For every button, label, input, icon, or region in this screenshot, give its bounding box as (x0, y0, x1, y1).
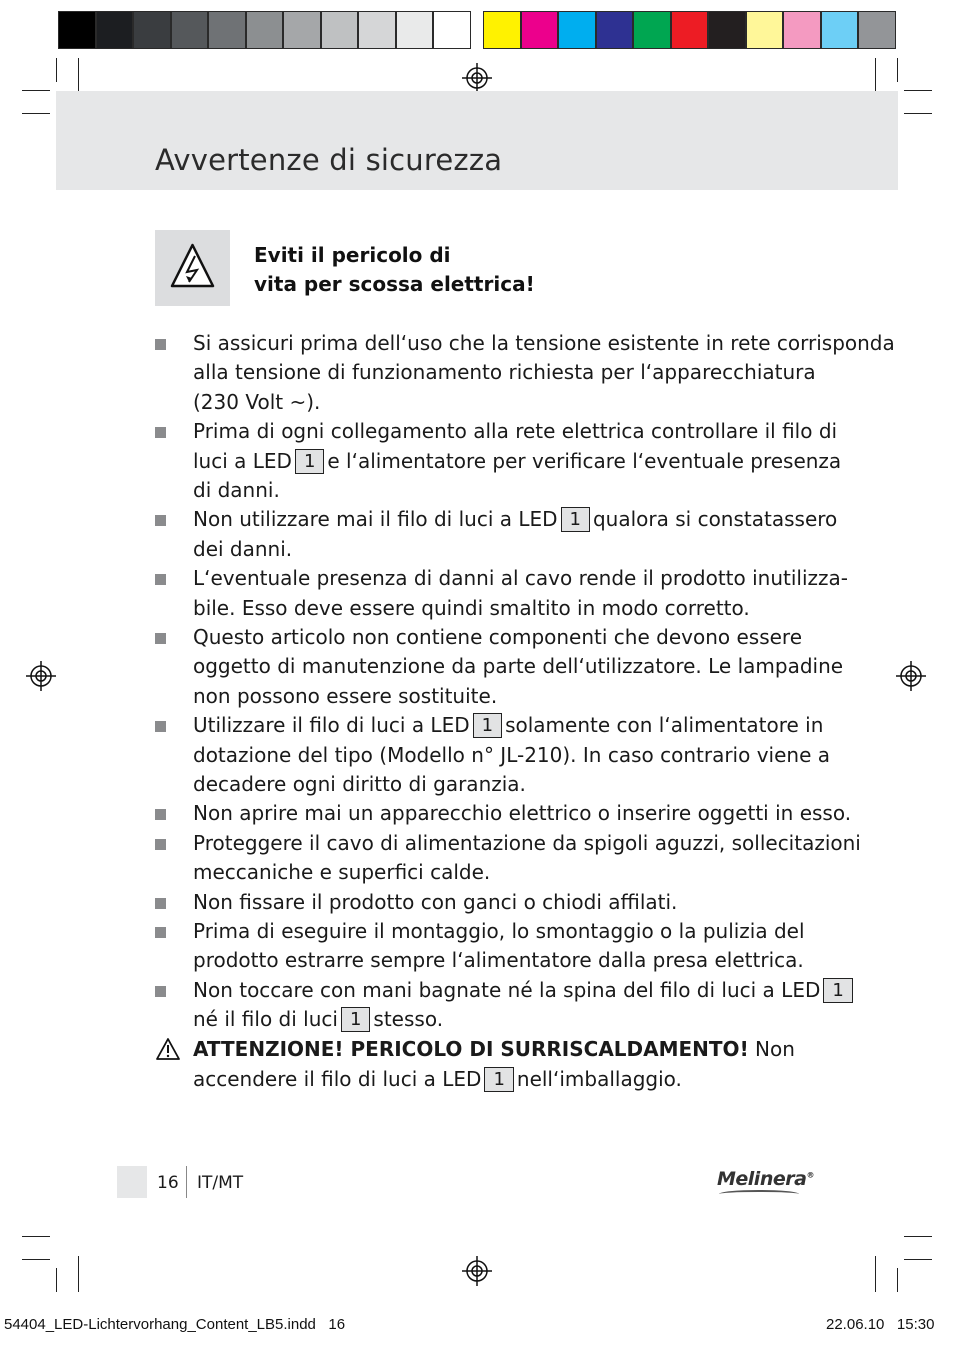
list-item-line (193, 770, 526, 799)
reference-number-box: 1 (484, 1067, 513, 1092)
list-item-line (193, 946, 804, 975)
list-item-text: dotazione del tipo (Modello n° JL-210). In caso contrario viene a (193, 742, 830, 767)
bullet-marker (155, 809, 166, 820)
list-item-text: Si assicuri prima dell‘uso che la tensione esistente in rete corrisponda (193, 331, 895, 355)
list-item-text: Proteggere il cavo di alimentazione da spigoli aguzzi, sollecitazioni (193, 830, 861, 855)
list-item-text: Non aprire mai un apparecchio elettrico o inserire oggetti in esso. (193, 801, 852, 826)
list-item-text: né il filo di luci (193, 1007, 338, 1032)
bullet-marker (155, 721, 166, 732)
caution-text: nell‘imballaggio. (516, 1067, 682, 1091)
registration-mark-icon (462, 1256, 492, 1286)
list-item-text: Non toccare con mani bagnate né la spina del filo di luci a LED (193, 977, 821, 1002)
list-item-line (193, 888, 677, 917)
crop-mark (875, 58, 876, 94)
caution-bold-text: ATTENZIONE! PERICOLO DI SURRISCALDAMENTO! (193, 1037, 749, 1061)
list-item-text: bile. Esso deve essere quindi smaltito in modo corretto. (193, 595, 750, 620)
list-item-text: dei danni. (193, 536, 293, 561)
reference-number-box: 1 (341, 1007, 370, 1032)
color-swatch (483, 11, 521, 49)
warning-heading (254, 241, 535, 299)
list-item-text: stesso. (373, 1007, 444, 1032)
gray-swatch (396, 11, 434, 49)
crop-mark (875, 1256, 876, 1292)
registration-mark-icon (896, 661, 926, 691)
list-item-line (193, 358, 816, 387)
brand-name: Melinera (717, 1168, 807, 1190)
warning-triangle-icon (155, 1037, 181, 1061)
page-title: Avvertenze di sicurezza (155, 143, 503, 177)
list-item-text: L‘eventuale presenza di danni al cavo rende il prodotto inutilizza- (193, 566, 848, 591)
list-item-line (193, 535, 292, 564)
list-item-line (193, 388, 320, 417)
list-item-text: di danni. (193, 478, 280, 502)
list-item-text: qualora si constatassero (592, 507, 838, 532)
bullet-marker (155, 633, 166, 644)
gray-swatch (433, 11, 471, 49)
gray-swatch (133, 11, 171, 49)
bullet-marker (155, 427, 166, 438)
list-item-text: decadere ogni diritto di garanzia. (193, 772, 526, 796)
color-swatch (521, 11, 559, 49)
crop-mark (904, 90, 932, 91)
list-item-line (193, 417, 837, 446)
bullet-marker (155, 574, 166, 585)
list-item-text: oggetto di manutenzione da parte dell‘utilizzatore. Le lampadine (193, 654, 844, 679)
list-item-text: Questo articolo non contiene componenti che devono essere (193, 625, 803, 649)
list-item-text: Non fissare il prodotto con ganci o chiodi affilati. (193, 889, 678, 914)
list-item-text: non possono essere sostituite. (193, 683, 498, 708)
list-item-text: luci a LED (193, 448, 292, 473)
caution-text: Non (755, 1037, 795, 1061)
crop-mark (56, 1268, 57, 1292)
list-item-text: meccaniche e superfici calde. (193, 860, 491, 885)
gray-swatch (96, 11, 134, 49)
crop-mark (897, 1268, 898, 1292)
list-item-line (193, 594, 750, 623)
print-slug-date: 22.06.10 15:30 (826, 1316, 935, 1333)
brand-swoosh (719, 1190, 799, 1198)
crop-mark (904, 1236, 932, 1237)
list-item-text: Prima di ogni collegamento alla rete elettrica controllare il filo di (193, 419, 838, 444)
list-item-line (193, 623, 802, 652)
gray-swatch (246, 11, 284, 49)
gray-swatch (321, 11, 359, 49)
warning-heading-line: vita per scossa elettrica! (254, 272, 535, 296)
brand-registered-mark: ® (806, 1170, 814, 1180)
reference-number-box: 1 (295, 449, 324, 474)
crop-mark (22, 113, 50, 114)
print-slug-file: 54404_LED-Lichtervorhang_Content_LB5.indd 16 (4, 1316, 346, 1333)
list-item-text: Non utilizzare mai il filo di luci a LED (193, 507, 558, 532)
list-item-text: e l‘alimentatore per verificare l‘eventuale presenza (327, 448, 842, 473)
reference-number-box: 1 (473, 713, 502, 738)
bullet-marker (155, 898, 166, 909)
list-item-line (193, 652, 843, 681)
registration-mark-icon (26, 661, 56, 691)
color-swatch (783, 11, 821, 49)
list-item-text: alla tensione di funzionamento richiesta per l‘apparecchiatura (193, 360, 816, 385)
list-item-line (193, 476, 280, 505)
crop-mark (904, 113, 932, 114)
bullet-marker (155, 927, 166, 938)
caution-line (193, 1035, 795, 1064)
list-item-line (193, 505, 837, 534)
list-item-line (193, 329, 895, 358)
color-swatch (821, 11, 859, 49)
crop-mark (56, 58, 57, 82)
brand-logo (717, 1168, 814, 1190)
crop-mark (78, 1256, 79, 1292)
color-swatch (858, 11, 896, 49)
bullet-marker (155, 986, 166, 997)
crop-mark (22, 1259, 50, 1260)
crop-mark (22, 1236, 50, 1237)
list-item-line (193, 858, 490, 887)
warning-icon-box (155, 230, 230, 306)
list-item-line (193, 682, 497, 711)
color-swatch (558, 11, 596, 49)
caution-line (193, 1065, 682, 1094)
color-swatch (596, 11, 634, 49)
list-item-text: (230 Volt ~). (193, 389, 321, 414)
caution-text: accendere il filo di luci a LED (193, 1067, 482, 1091)
warning-heading-line: Eviti il pericolo di (254, 243, 451, 267)
list-item-text: solamente con l‘alimentatore in (505, 713, 824, 738)
list-item-text: Prima di eseguire il montaggio, lo smontaggio o la pulizia del (193, 919, 805, 943)
crop-mark (78, 58, 79, 94)
bullet-marker (155, 515, 166, 526)
list-item-line (193, 976, 856, 1005)
list-item-text: prodotto estrarre sempre l‘alimentatore dalla presa elettrica. (193, 948, 804, 973)
list-item-line (193, 1005, 443, 1034)
gray-swatch (358, 11, 396, 49)
color-swatch (633, 11, 671, 49)
crop-mark (22, 90, 50, 91)
crop-mark (904, 1259, 932, 1260)
list-item-line (193, 564, 848, 593)
list-item-text: Utilizzare il filo di luci a LED (193, 713, 470, 738)
reference-number-box: 1 (561, 507, 590, 532)
bullet-marker (155, 839, 166, 850)
gray-swatch (58, 11, 96, 49)
electric-shock-warning-icon (155, 230, 230, 306)
gray-swatch (171, 11, 209, 49)
list-item-line (193, 917, 805, 946)
footer-divider (186, 1166, 187, 1198)
gray-swatch (283, 11, 321, 49)
page-number: 16 (157, 1173, 179, 1193)
footer-tab (117, 1166, 147, 1198)
bullet-marker (155, 339, 166, 350)
gray-swatch (208, 11, 246, 49)
color-swatch (671, 11, 709, 49)
color-swatch (746, 11, 784, 49)
list-item-line (193, 711, 823, 740)
crop-mark (897, 58, 898, 82)
list-item-line (193, 447, 841, 476)
list-item-line (193, 799, 851, 828)
language-code: IT/MT (197, 1173, 244, 1193)
list-item-line (193, 741, 830, 770)
registration-mark-icon (462, 63, 492, 93)
reference-number-box: 1 (823, 978, 852, 1003)
list-item-line (193, 829, 861, 858)
color-swatch (708, 11, 746, 49)
